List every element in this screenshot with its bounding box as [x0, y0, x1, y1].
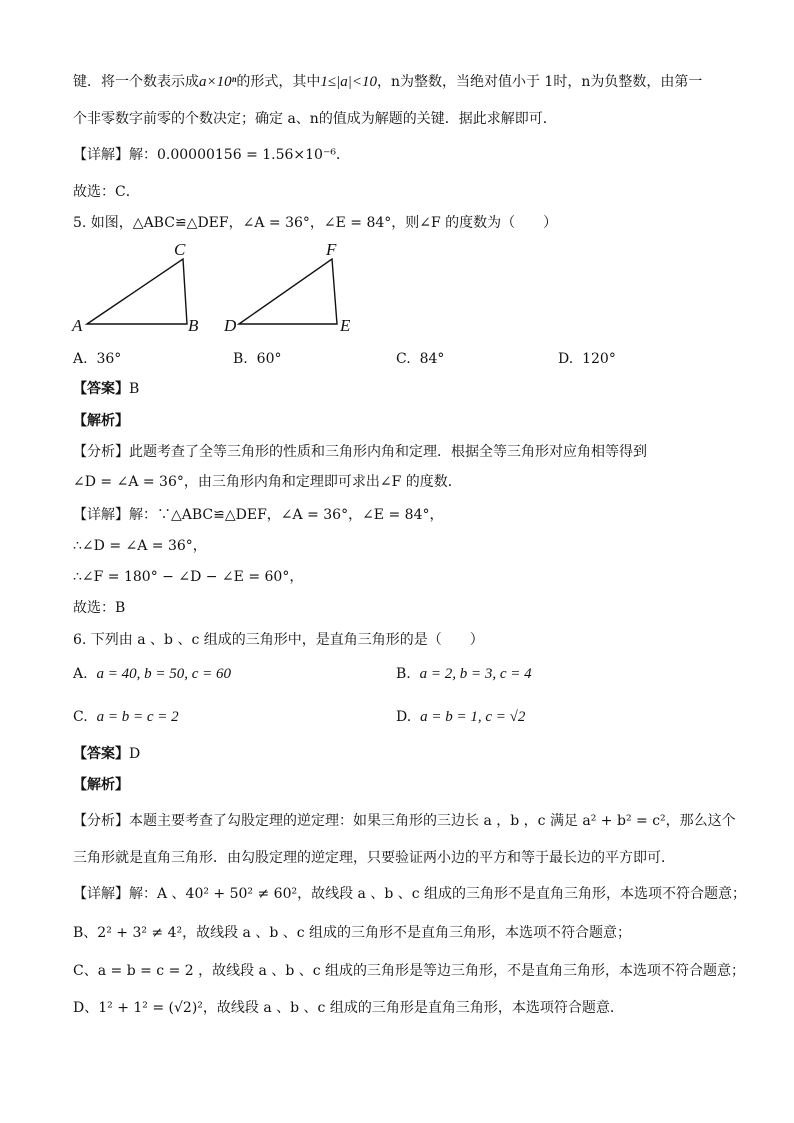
- q6-stem: 6. 下列由 a 、b 、c 组成的三角形中，是直角三角形的是（ ）: [73, 632, 484, 648]
- q5-option-a: [73, 349, 121, 369]
- intro-text: 键．将一个数表示成: [73, 74, 199, 90]
- q6-analysis-line-2: 三角形就是直角三角形．由勾股定理的逆定理，只要验证两小边的平方和等于最长边的平方即可．: [73, 850, 675, 866]
- q5-detail-line-3: ∴∠F = 180° − ∠D − ∠E = 60°，: [73, 569, 304, 585]
- detail-text: 解：∵△ABC≌△DEF，∠A = 36°，∠E = 84°，: [129, 507, 444, 523]
- option-key: C.: [396, 351, 411, 367]
- vertex-label-f: F: [326, 240, 337, 259]
- q6-option-c: [73, 707, 179, 727]
- answer-label: 【答案】: [73, 381, 129, 397]
- vertex-label-e: E: [340, 316, 351, 335]
- q5-option-b: [233, 349, 281, 369]
- q5-stem: 5. 如图，△ABC≌△DEF，∠A = 36°，∠E = 84°，则∠F 的度数为（ ）: [73, 215, 558, 231]
- option-key: D.: [396, 709, 412, 725]
- analysis-head: 【分析】: [73, 813, 129, 829]
- vertex-label-a: A: [72, 316, 83, 335]
- intro-answer: 故选：C．: [73, 184, 140, 200]
- analysis-text: 此题考查了全等三角形的性质和三角形内角和定理．根据全等三角形对应角相等得到: [129, 444, 647, 460]
- option-text: a = b = 1, c = √2: [420, 709, 526, 725]
- q6-detail-line-1: [73, 884, 746, 904]
- analysis-head: 【分析】: [73, 444, 129, 460]
- q5-analysis-line-2: ∠D = ∠A = 36°，由三角形内角和定理即可求出∠F 的度数．: [73, 474, 462, 490]
- q5-analysis-label: 【解析】: [73, 413, 129, 429]
- q5-answer: [73, 379, 139, 399]
- q5-analysis-line-1: [73, 442, 647, 462]
- vertex-label-d: D: [224, 316, 237, 335]
- option-text: 120°: [582, 351, 616, 367]
- intro-text: ，n为整数，当绝对值小于 1时，n为负整数，由第一: [376, 74, 703, 90]
- q5-detail-line-1: [73, 505, 443, 525]
- detail-text: 解：A 、40² + 50² ≠ 60²，故线段 a 、b 、c 组成的三角形不是直角三角形，本选项不符合题意；: [129, 886, 747, 902]
- option-key: A.: [73, 666, 88, 682]
- intro-detail: [73, 145, 350, 165]
- option-text: a = 40, b = 50, c = 60: [96, 666, 231, 682]
- intro-line-2: 个非零数字前零的个数决定；确定 a、n的值成为解题的关键．据此求解即可．: [73, 111, 557, 127]
- option-key: D.: [558, 351, 574, 367]
- vertex-label-c: C: [174, 240, 186, 259]
- scientific-notation-expr: a×10ⁿ: [199, 74, 237, 90]
- vertex-label-b: B: [188, 316, 199, 335]
- option-text: a = b = c = 2: [96, 709, 179, 725]
- detail-text: 解：0.00000156 = 1.56×10⁻⁶．: [129, 147, 350, 163]
- q6-analysis-label: 【解析】: [73, 777, 129, 793]
- option-key: C.: [73, 709, 88, 725]
- triangle-abc: [87, 259, 187, 324]
- q5-detail-line-2: ∴∠D = ∠A = 36°，: [73, 538, 207, 554]
- answer-value: B: [129, 381, 140, 397]
- q5-option-d: [558, 349, 616, 369]
- intro-line-1: [73, 72, 702, 92]
- option-text: a = 2, b = 3, c = 4: [419, 666, 532, 682]
- answer-value: D: [129, 746, 141, 762]
- answer-label: 【答案】: [73, 746, 129, 762]
- q6-detail-line-4: D、1² + 1² = (√2)²，故线段 a 、b 、c 组成的三角形是直角三角形，本选项符合题意．: [73, 1000, 624, 1016]
- q6-option-a: [73, 664, 231, 684]
- intro-text: 的形式，其中: [236, 74, 321, 90]
- triangle-def: [239, 259, 337, 324]
- q6-answer: [73, 744, 140, 764]
- option-key: B.: [396, 666, 411, 682]
- condition-expr: 1≤|a|<10: [320, 74, 377, 90]
- q6-option-b: [396, 664, 532, 684]
- q6-detail-line-3: C、a = b = c = 2 ，故线段 a 、b 、c 组成的三角形是等边三角形，不是直角三角形，本选项不符合题意；: [73, 963, 746, 979]
- option-text: 84°: [419, 351, 445, 367]
- q6-analysis-line-1: [73, 811, 736, 831]
- option-key: A.: [73, 351, 88, 367]
- q5-choose: 故选：B: [73, 600, 126, 616]
- detail-head: 【详解】: [73, 886, 129, 902]
- option-key: B.: [233, 351, 248, 367]
- q6-detail-line-2: B、2² + 3² ≠ 4²，故线段 a 、b 、c 组成的三角形不是直角三角形，本选项不符合题意；: [73, 925, 632, 941]
- detail-head: 【详解】: [73, 507, 129, 523]
- option-text: 36°: [96, 351, 122, 367]
- detail-label: 【详解】: [73, 147, 129, 163]
- q5-triangles-figure: [70, 238, 370, 338]
- analysis-text: 本题主要考查了勾股定理的逆定理：如果三角形的三边长 a ，b ，c 满足 a² + b² = c²，那么这个: [129, 813, 736, 829]
- q6-option-d: [396, 707, 525, 727]
- q5-option-c: [396, 349, 444, 369]
- option-text: 60°: [256, 351, 282, 367]
